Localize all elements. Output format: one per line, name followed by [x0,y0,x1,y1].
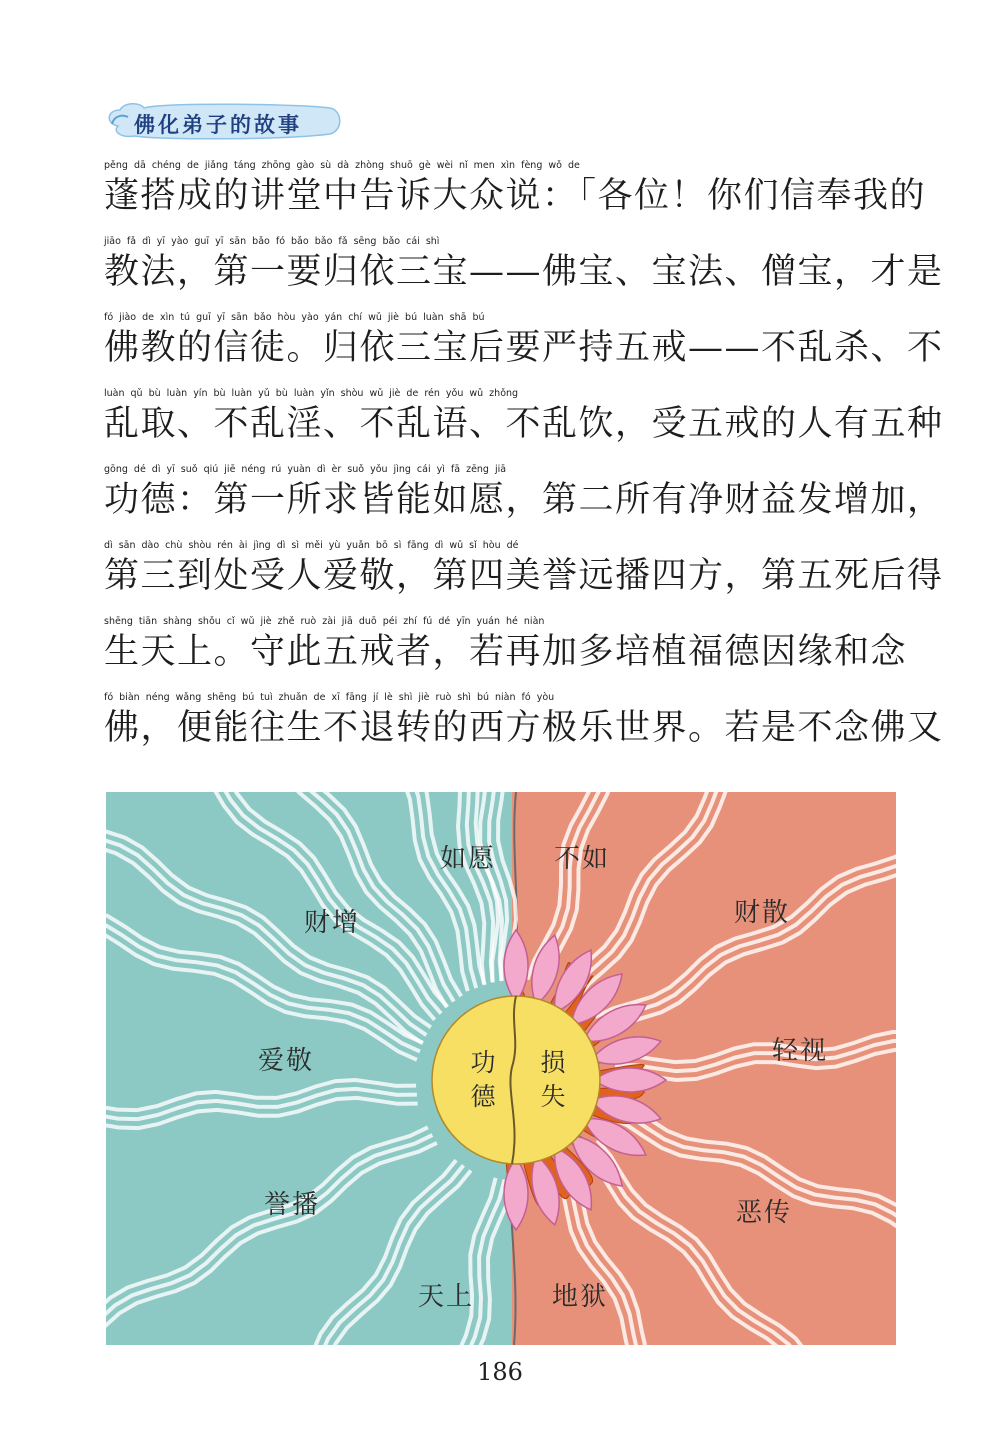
hanzi-row: 乱取、不乱淫、不乱语、不乱饮，受五戒的人有五种 [104,404,944,444]
text-line [104,532,944,608]
pinyin-row: jiāo fǎ dì yī yào guī yī sān bǎo fó bǎo bǎo fǎ sēng bǎo cái shì [104,236,440,247]
label-ruyuan: 如愿 [440,844,497,874]
hanzi-row: 功德：第一所求皆能如愿，第二所有净财益发增加， [104,480,944,520]
story-text [104,152,944,760]
header-title: 佛化弟子的故事 [134,113,302,137]
merit-loss-illustration [106,792,896,1345]
pinyin-row: pěng dā chéng de jiǎng táng zhōng gào sù dà zhòng shuō gè wèi nǐ men xìn fèng wǒ de [104,160,580,171]
text-line [104,152,927,228]
sun-disc [432,996,600,1164]
hanzi-row: 佛教的信徒。归依三宝后要严持五戒——不乱杀、不 [104,328,944,368]
label-tianshang: 天上 [418,1282,475,1312]
pinyin-row: gōng dé dì yī suǒ qiú jiē néng rú yuàn dì èr suǒ yǒu jìng cái yì fā zēng jiā [104,464,507,475]
text-line [104,228,944,304]
hanzi-row: 生天上。守此五戒者，若再加多培植福德因缘和念 [104,632,908,672]
section-header [104,100,344,146]
illustration-art [106,792,896,1345]
label-yubo: 誉播 [264,1190,321,1220]
center-label-sunshi: 损失 [540,1048,566,1111]
hanzi-row: 教法，第一要归依三宝——佛宝、宝法、僧宝，才是 [104,252,944,292]
text-line [104,304,944,380]
pinyin-row: fó biàn néng wǎng shēng bú tuì zhuǎn de xī fāng jí lè shì jiè ruò shì bú niàn fó yòu [104,692,555,703]
pinyin-row: dì sān dào chù shòu rén ài jìng dì sì měi yù yuǎn bō sì fāng dì wǔ sǐ hòu dé [104,540,519,551]
label-caizeng: 财增 [304,908,361,938]
hanzi-row: 第三到处受人爱敬，第四美誉远播四方，第五死后得 [104,556,944,596]
pinyin-row: shēng tiān shàng shǒu cǐ wǔ jiè zhě ruò zài jiā duō péi zhí fú dé yīn yuán hé niàn [104,616,545,627]
text-line [104,684,944,760]
label-aijing: 爱敬 [258,1046,315,1076]
label-diyu: 地狱 [552,1282,609,1312]
label-echuan: 恶传 [736,1198,793,1228]
center-label-gongde: 功德 [470,1048,496,1111]
hanzi-row: 佛，便能往生不退转的西方极乐世界。若是不念佛又 [104,708,944,748]
label-qingshi: 轻视 [772,1036,829,1066]
text-line [104,608,908,684]
text-line [104,380,944,456]
label-caisan: 财散 [734,898,791,928]
label-buru: 不如 [554,844,611,874]
pinyin-row: fó jiào de xìn tú guī yī sān bǎo hòu yào yán chí wǔ jiè bú luàn shā bú [104,312,485,323]
page-number: 186 [477,1358,523,1386]
hanzi-row: 蓬搭成的讲堂中告诉大众说：「各位！你们信奉我的 [104,176,927,216]
pinyin-row: luàn qǔ bù luàn yín bù luàn yǔ bù luàn yǐn shòu wǔ jiè de rén yǒu wǔ zhǒng [104,388,519,399]
text-line [104,456,944,532]
